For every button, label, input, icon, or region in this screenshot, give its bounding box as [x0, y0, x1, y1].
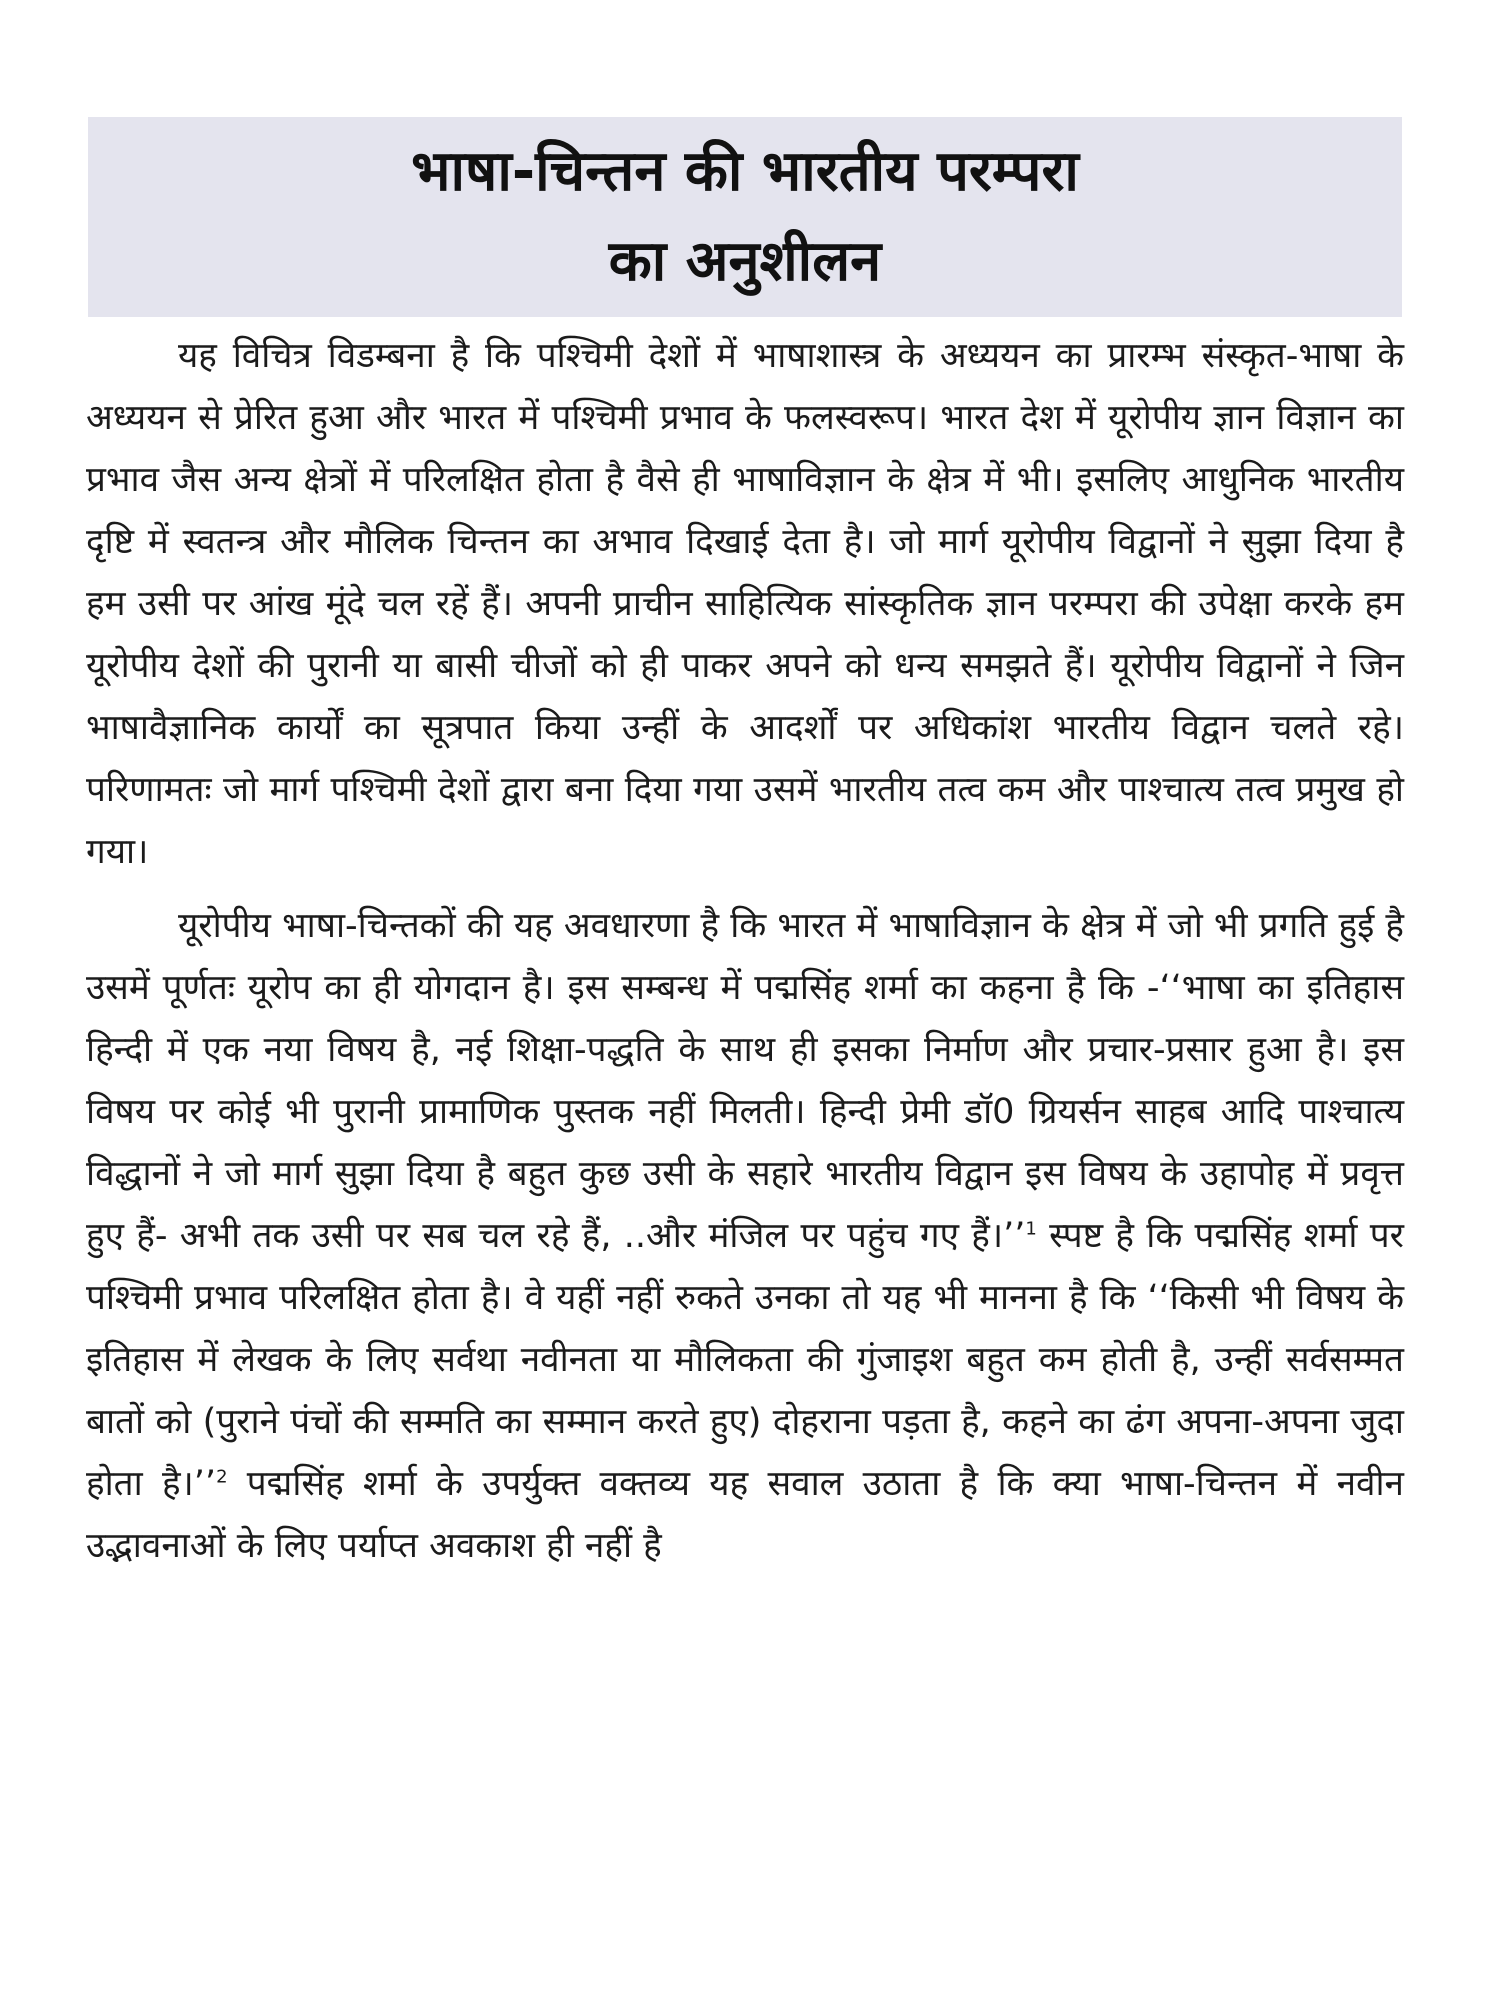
paragraph-2-text-part-1: यूरोपीय भाषा-चिन्तकों की यह अवधारणा है कि भारत में भाषाविज्ञान के क्षेत्र में जो भी प्रगति हुई है उसमें पूर्णतः यूरोप का ही योगदान है। इस सम्बन्ध में पद्मसिंह शर्मा का कहना है कि -‘‘भाषा का इतिहास हिन्दी में एक नया विषय है, नई शिक्षा-पद्धति के साथ ही इसका निर्माण और प्रचार-प्रसार हुआ है। इस विषय पर कोई भी पुरानी प्रामाणिक पुस्तक नहीं मिलती। हिन्दी प्रेमी डॉ0 ग्रियर्सन साहब आदि पाश्चात्य विद्धानों ने जो मार्ग सुझा दिया है बहुत कुछ उसी के सहारे भारतीय विद्वान इस विषय के उहापोह में प्रवृत्त हुए हैं- अभी तक उसी पर सब चल रहे हैं, ..और मंजिल पर पहुंच गए हैं।’’	[86, 906, 1404, 1256]
chapter-title-line-2: का अनुशीलन	[608, 229, 882, 294]
body-text	[86, 325, 1404, 1577]
paragraph-2-text-part-2: स्पष्ट है कि पद्मसिंह शर्मा पर पश्चिमी प्रभाव परिलक्षित होता है। वे यहीं नहीं रुकते उनका तो यह भी मानना है कि ‘‘किसी भी विषय के इतिहास में लेखक के लिए सर्वथा नवीनता या मौलिकता की गुंजाइश बहुत कम होती है, उन्हीं सर्वसम्मत बातों को (पुराने पंचों की सम्मति का सम्मान करते हुए) दोहराना पड़ता है, कहने का ढंग अपना-अपना जुदा होता है।’’	[86, 1216, 1404, 1504]
footnote-marker-2: 2	[216, 1466, 228, 1488]
paragraph-2-text-part-3: पद्मसिंह शर्मा के उपर्युक्त वक्तव्य यह सवाल उठाता है कि क्या भाषा-चिन्तन में नवीन उद्भावनाओं के लिए पर्याप्त अवकाश ही नहीं है	[86, 1464, 1404, 1566]
footnote-marker-1: 1	[1025, 1218, 1037, 1240]
chapter-title-banner	[88, 117, 1402, 317]
paragraph-1	[86, 325, 1404, 883]
chapter-title-line-1: भाषा-चिन्तन की भारतीय परम्परा	[411, 139, 1079, 204]
paragraph-2	[86, 895, 1404, 1577]
paragraph-1-text: यह विचित्र विडम्बना है कि पश्चिमी देशों में भाषाशास्त्र के अध्ययन का प्रारम्भ संस्कृत-भाषा के अध्ययन से प्रेरित हुआ और भारत में पश्चिमी प्रभाव के फलस्वरूप। भारत देश में यूरोपीय ज्ञान विज्ञान का प्रभाव जैस अन्य क्षेत्रों में परिलक्षित होता है वैसे ही भाषाविज्ञान के क्षेत्र में भी। इसलिए आधुनिक भारतीय दृष्टि में स्वतन्त्र और मौलिक चिन्तन का अभाव दिखाई देता है। जो मार्ग यूरोपीय विद्वानों ने सुझा दिया है हम उसी पर आंख मूंदे चल रहें हैं। अपनी प्राचीन साहित्यिक सांस्कृतिक ज्ञान परम्परा की उपेक्षा करके हम यूरोपीय देशों की पुरानी या बासी चीजों को ही पाकर अपने को धन्य समझते हैं। यूरोपीय विद्वानों ने जिन भाषावैज्ञानिक कार्यों का सूत्रपात किया उन्हीं के आदर्शों पर अधिकांश भारतीय विद्वान चलते रहे। परिणामतः जो मार्ग पश्चिमी देशों द्वारा बना दिया गया उसमें भारतीय तत्व कम और पाश्चात्य तत्व प्रमुख हो गया।	[86, 336, 1404, 872]
